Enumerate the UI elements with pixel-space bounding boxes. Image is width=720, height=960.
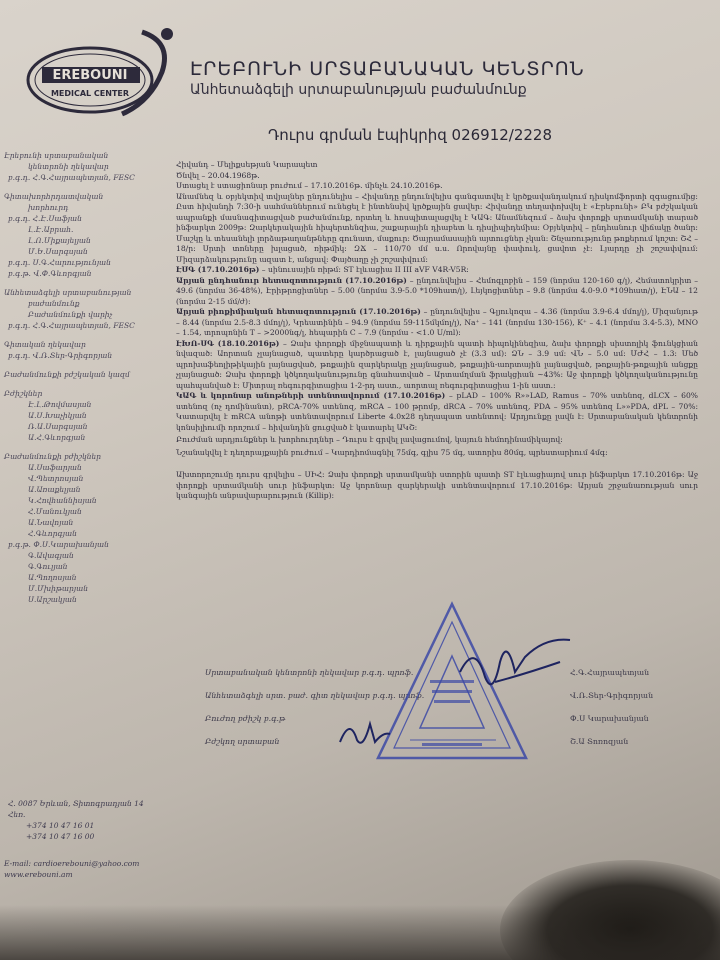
sidebar-line: բ.գ.թ. Փ.Ս.Կարախանյան — [8, 540, 109, 549]
sidebar-line: Բաժանմունքի բժիշկներ — [4, 452, 102, 461]
sidebar-line: Գ.Գուլյան — [28, 562, 68, 571]
sidebar-line: Ս.Արշակյան — [28, 595, 77, 604]
biochem-heading: Արյան բիոքիմիական հետազոտություն (17.10.2016թ) — [176, 307, 421, 316]
sidebar-block — [0, 191, 175, 279]
sidebar-line: Ա.Առաքելյան — [28, 485, 81, 494]
sidebar-line: Ա.Ս.Խաչիկյան — [28, 411, 87, 420]
angio-text: – pLAD – 100% R»»LAD, Ramus – 70% ստենոզ, dLCX – 60% ստենոզ (ոչ դոմինանտ), pRCA-70% ստենոզ, mRCA – 100 թրոմբ, dRCA – 70% ստենոզ, PDA – 95% ստենոզ L»»PDA, dPL – 70%: Կատարվել է mRCA անոթի ստենտավորում Liberte 4.0x28 դեղապատ ստենտով: Արդյունքը լավն է: Սրտաբանական կենտրոնի կոնսիլիումի որոշում – հիվանդին ցուցված է կատարել ԱԿՇ: — [176, 391, 698, 432]
contact-block — [0, 798, 160, 842]
sidebar-line: Հ.Մանուկյան — [28, 507, 82, 516]
sidebar-line: Ա.Հ.Գևորգյան — [28, 433, 86, 442]
sidebar-line: բ.գ.դ. Վ.Ռ.Տեր-Գրիգորյան — [8, 351, 113, 360]
sidebar-line: Գիտախորհրդատվական — [4, 192, 104, 201]
sidebar-line: Անհետաձգելի սրտաբանության — [4, 288, 132, 297]
sidebar-block — [0, 451, 175, 605]
sidebar-line: բ.գ.դ. Ս.Գ.Հարությունյան — [8, 258, 111, 267]
contact-line: Հ. 0087 Երևան, Տիտոգրադյան 14 — [8, 799, 144, 808]
ecg-paragraph — [176, 265, 698, 276]
sidebar-block — [0, 287, 175, 331]
patient-birth: Ծնվել – 20.04.1968թ. — [176, 170, 260, 180]
echo-text: – Ձախ փորոքի միջնապատի և դիրքային պատի հիպոկինեզիա, ձախ փորոքի սիստոլիկ ֆունկցիան նվազած: Աորտան չլայնացած, պատերը կարծրացած է, լայնացած չէ (3.3 սմ): ՁՆ – 3.9 սմ: ՎՆ – 5.0 սմ: ՄԺՀ – 1.3: Մեծ պրոխաֆեոլիթիկային լայնացված, թոքային զարկերակը չլայնացած, թոքային-աորտային լայնացված, թոքային-թոքային անցքը չլայնացած: Ձախ փորոքի կծկողականությունը գնահատված – Արտամղման ֆրակցիան ~43%: Աջ փորոքի կծկողականությունը պահպանված է: Միտրալ ռեգուրգիտացիա 1-2-րդ աստ., աորտալ ռեգուրգիտացիա 1-ին աստ.: — [176, 338, 698, 390]
web-block — [0, 858, 160, 880]
svg-text:MEDICAL CENTER: MEDICAL CENTER — [50, 89, 130, 98]
signature-name: Շ.Ա Տոռոզյան — [570, 737, 629, 746]
signature-role: Սրտաբանական կենտրոնի ղեկավար բ.գ.դ. պրոֆ. — [205, 668, 414, 677]
sidebar-block — [0, 369, 175, 380]
sidebar-line: Բժիշկներ — [4, 389, 43, 398]
header-title: ԷՐԵԲՈՒՆԻ ՍՐՏԱԲԱՆԱԿԱՆ ԿԵՆՏՐՈՆ — [190, 58, 585, 80]
sidebar-line: Էրեբունի սրտաբանական — [4, 151, 109, 160]
sidebar-line: բ.գ.դ. Հ.Գ.Հայրապետյան, FESC — [8, 173, 135, 182]
signature-mark-2 — [335, 712, 395, 752]
stay-dates: Ստացել է ստացիոնար բուժում – 17.10.2016թ. մինչև 24.10.2016թ. — [176, 181, 443, 190]
blood-test-text: – ընդունվելիս – Հեմոգլոբին – 159 (նորմա 120-160 գ/լ), Հեմատոկրիտ – 49.6 (նորմա 36-48%), Էրիթրոցիտներ – 5.00 (նորմա 3.9-5.0 *109հատ/լ), Լեյկոցիտներ – 9.8 (նորմա 4.0-9.0 *109հատ/լ), ԷՆԱ – 12 (նորմա 2-15 մմ/ժ): — [176, 275, 699, 306]
ecg-heading: ԷՍԳ (17.10.2016թ) — [176, 265, 260, 274]
angio-paragraph — [176, 391, 698, 433]
sidebar-line: Մ.Ե.Սարգսյան — [28, 247, 88, 256]
signature-name: Վ.Ռ.Տեր-Գրիգորյան — [570, 691, 654, 700]
sidebar-line: Գիտական ղեկավար — [4, 340, 86, 349]
sidebar-line: Լ.Է.Աբրահ. — [28, 225, 74, 234]
contact-line: +374 10 47 16 00 — [26, 832, 95, 841]
sidebar-block — [0, 339, 175, 361]
sidebar-line: Վ.Պետրոսյան — [28, 474, 84, 483]
blood-test-paragraph — [176, 276, 698, 308]
sidebar-line: Լ.Ո.Միքայելյան — [28, 236, 91, 245]
echo-heading: ԷԽՈ-ՍԳ (18.10.2016թ) — [176, 338, 280, 348]
sidebar-line: Ա.Նավոյան — [28, 518, 74, 527]
sidebar-line: Բաժանմունքի բժշկական կազմ — [4, 370, 130, 379]
contact-line: Հեռ. — [8, 810, 26, 819]
sidebar-block — [0, 388, 175, 443]
contact-line: +374 10 47 16 01 — [26, 821, 95, 830]
signature-role: Բժշկող սրտաբան — [205, 737, 280, 746]
sidebar-line: Բաժանմունքի վարիչ — [28, 310, 113, 319]
table-edge — [0, 905, 720, 960]
signature-mark — [455, 632, 575, 702]
echo-paragraph — [176, 339, 698, 392]
web-line: www.erebouni.am — [4, 870, 73, 879]
angio-heading: ԿԱԳ և կորոնար անոթների ստենտավորում (17.10.2016թ) — [176, 391, 446, 400]
sidebar-line: Ա.Սաֆարյան — [28, 463, 82, 472]
sidebar-line: Ա.Պողոսյան — [28, 573, 77, 582]
biochem-text: – ընդունվելիս – Գլյուկոզա – 4.36 (նորմա 3.9-6.4 մմոլ/լ), Միզանյութ – 8.44 (նորմա 2.5-8.3 մմոլ/լ), Կրեատինին – 94.9 (նորմա 59-115մկմոլ/լ), Na⁺ – 141 (նորմա 130-156), K⁺ – 4.1 (նորմա 3.4-5.3), MNO – 1.54, տրոպոնին T – >2000նգ/լ, հեպարին C – 7.9 (նորմա - <1.0 U/ml): — [176, 307, 698, 337]
sidebar-line: բ.գ.թ. Վ.Փ.Գևորգյան — [8, 269, 92, 278]
results-paragraph: Բուժման արդյունքներ և խորհուրդներ – Դուրս է գրվել լավացումով, կայուն հեմոդինամիկայով: — [176, 435, 563, 444]
diagnosis-paragraph: Ախտորոշումը դուրս գրվելիս – ՍԻՀ: Ձախ փորոքի սրտամկանի ստորին պատի ST էլևացիայով սուր ինֆարկտ 17.10.2016թ: Աջ փորոքի սրտամկանի սուր ինֆարկտ: Աջ կորոնար զարկերակի ստենտավորում 17.10.2016թ: Արյան շրջանառության սուր կանգային անբավարարություն (Killip): — [176, 470, 698, 500]
sidebar-line: Ռ.Ա.Սարգսյան — [28, 422, 88, 431]
patient-name: Հիվանդ – Մելիքսեթյան Կարապետ — [176, 160, 318, 169]
biochem-paragraph — [176, 307, 698, 339]
epicrisis-body — [176, 160, 698, 502]
erebouni-logo — [22, 22, 190, 132]
sidebar-line: խորհուրդ — [28, 203, 69, 212]
document-title: Դուրս գրման էպիկրիզ 026912/2228 — [268, 126, 553, 144]
sidebar-line: Գ.Ավագյան — [28, 551, 74, 560]
header-subtitle: Անհետաձգելի սրտաբանության բաժանմունք — [190, 82, 527, 98]
sidebar-line: Կ.Հովհաննիսյան — [28, 496, 97, 505]
sidebar-line: Է.Լ.Թովմասյան — [28, 400, 92, 409]
sidebar-line: բ.գ.դ. Հ.Գ.Հայրապետյան, FESC — [8, 321, 135, 330]
sidebar-line: Մ.Մխիթարյան — [28, 584, 88, 593]
medication-paragraph: Նշանակվել է դեղորայքային բուժում – Կարդիոմագնիլ 75մգ, գլիս 75 մգ, ատորիս 80մգ, պրեստարիում 4մգ: — [176, 447, 608, 457]
sidebar-line: կենտրոնի ղեկավար — [28, 162, 109, 171]
anamnesis-paragraph: Անամնեզ և օբյեկտիվ տվյալներ ընդունելիս – Հիվանդը ընդունվելիս գանգատվել է կրծքավանդակում դիսկոմֆորտի զգացումից: Ըստ հիվանդի 7:30-ի սահմաններում ունեցել է ինտենսիվ կրծքային ցավեր: Հիվանդը տեղափոխվել է «Էրեբունի» ԲԿ բժշկական ապրանքի մասնագիտացված բաժանմունք, որտեղ և հոսպիտալացվել է ԿԱԳ: Անամնեզում – ձախ փորոքի սրտամկանի տարած ինֆարկտ 2009թ: Զարկերակային հիպերտենզիա, շաքարային դիաբետ և դիսլիպիդեմիա: Օբյեկտիվ – ընդհանուր վիճակը ծանր: Մաշկը և տեսանելի լորձաթաղանթները գունատ, մաքուր: Ծայրամասային այտուցներ չկան: Շնչառությունը թոքերում կոշտ: ՇՀ – 18/ր: Սրտի տոները խլացած, ռիթմիկ: ԶՃ – 110/70 մմ ս.ս. Որովայնը փափուկ, ցավոտ չէ: Լյարդը չի շոշափվում: Միզարձակությունը ազատ է, անցավ: Փայծաղը չի շոշափվում: — [176, 191, 698, 264]
staff-sidebar — [0, 150, 175, 613]
signature-name: Փ.Ս Կարախանյան — [570, 714, 649, 723]
signature-name: Հ.Գ.Հայրապետյան — [570, 668, 650, 677]
sidebar-line: բ.գ.դ. Հ.Է.Սաֆյան — [8, 214, 82, 223]
blood-test-heading: Արյան ընդհանուր հետազոտություն (17.10.2016թ) — [176, 275, 407, 285]
signature-role: Բուժող բժիշկ բ.գ.թ — [205, 714, 286, 723]
sidebar-block — [0, 150, 175, 183]
web-line: E-mail: cardioerebouni@yahoo.com — [4, 859, 140, 868]
sidebar-line: բաժանմունք — [28, 299, 80, 308]
svg-text:EREBOUNI: EREBOUNI — [52, 68, 128, 83]
sidebar-line: Հ.Գևորգյան — [28, 529, 77, 538]
ecg-text: – սինուսային ռիթմ: ST էլևացիա II III aVF V4R-V5R: — [259, 265, 469, 274]
signature-role: Անհետաձգելի սրտ. բաժ. գիտ ղեկավար բ.գ.դ. պրոֆ. — [205, 691, 425, 700]
